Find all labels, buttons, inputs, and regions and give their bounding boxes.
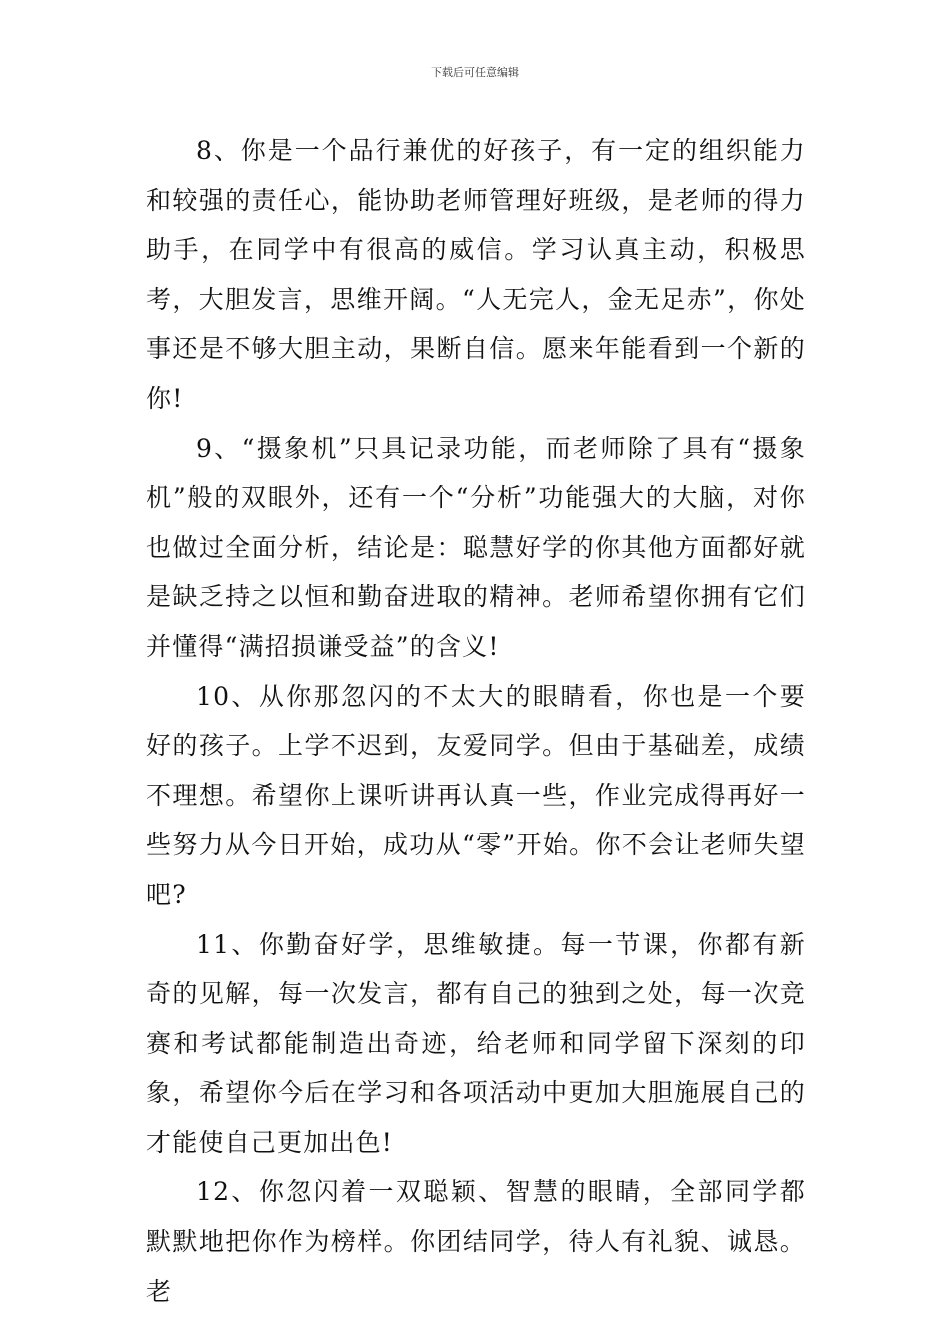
page-header-note: 下载后可任意编辑 bbox=[431, 66, 519, 79]
paragraph-10: 10、从你那忽闪的不太大的眼睛看，你也是一个要好的孩子。上学不迟到，友爱同学。但由于基础差，成绩不理想。希望你上课听讲再认真一些，作业完成得再好一些努力从今日开始，成功从“零”开始。你不会让老师失望吧? bbox=[146, 681, 806, 909]
paragraph-8: 8、你是一个品行兼优的好孩子，有一定的组织能力和较强的责任心，能协助老师管理好班级，是老师的得力助手，在同学中有很高的威信。学习认真主动，积极思考，大胆发言，思维开阔。“人无完人，金无足赤”，你处事还是不够大胆主动，果断自信。愿来年能看到一个新的你! bbox=[146, 136, 806, 413]
document-body bbox=[146, 126, 806, 1316]
paragraph-11: 11、你勤奋好学，思维敏捷。每一节课，你都有新奇的见解，每一次发言，都有自己的独到之处，每一次竞赛和考试都能制造出奇迹，给老师和同学留下深刻的印象，希望你今后在学习和各项活动中更加大胆施展自己的才能使自己更加出色! bbox=[146, 929, 806, 1157]
paragraph-9: 9、“摄象机”只具记录功能，而老师除了具有“摄象机”般的双眼外，还有一个“分析”功能强大的大脑，对你也做过全面分析，结论是：聪慧好学的你其他方面都好就是缺乏持之以恒和勤奋进取的精神。老师希望你拥有它们并懂得“满招损谦受益”的含义! bbox=[146, 433, 806, 661]
paragraph-12: 12、你忽闪着一双聪颖、智慧的眼睛，全部同学都默默地把你作为榜样。你团结同学，待人有礼貌、诚恳。老 bbox=[146, 1177, 806, 1306]
